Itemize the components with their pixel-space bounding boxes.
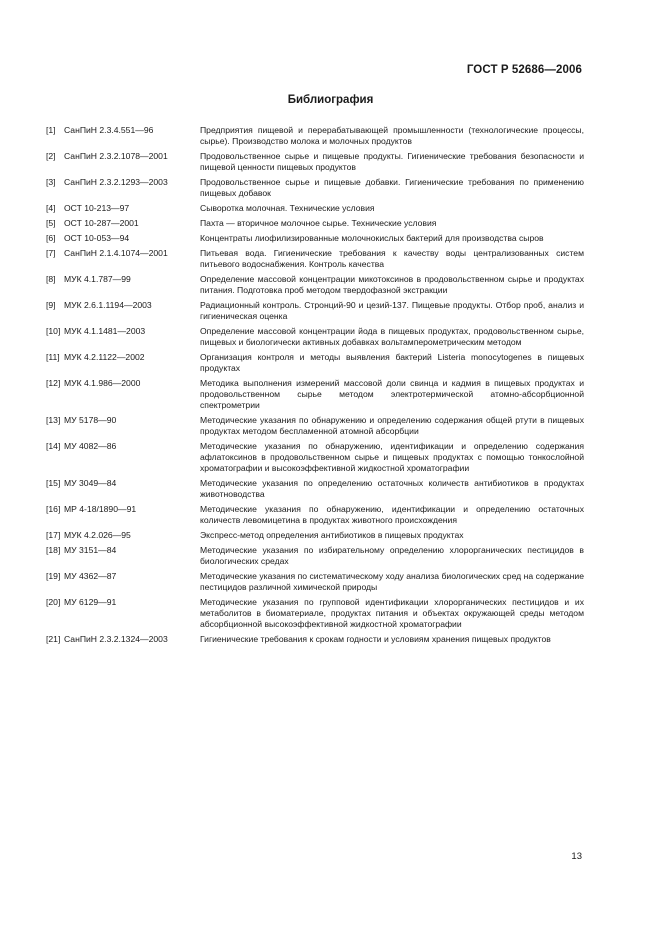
bibliography-document-code: МУК 4.2.1122—2002 [64,352,145,362]
bibliography-document-title: Методические указания по определению остаточных количеств антибиотиков в продуктах животноводства [200,478,584,499]
bibliography-entry-number: [4] [46,203,56,213]
bibliography-document-code: СанПиН 2.3.2.1293—2003 [64,177,168,187]
bibliography-document-code: МУ 4362—87 [64,571,117,581]
bibliography-list [46,125,584,649]
bibliography-document-title: Организация контроля и методы выявления бактерий Listeria monocytogenes в пищевых продуктах [200,352,584,373]
bibliography-reference [46,233,200,244]
bibliography-document-title: Методические указания по систематическому ходу анализа биологических сред на содержание пестицидов различной химической природы [200,571,584,592]
bibliography-entry [46,441,584,474]
bibliography-entry-number: [14] [46,441,61,451]
bibliography-reference [46,125,200,136]
bibliography-document-title: Определение массовой концентрации микотоксинов в продовольственном сырье и продуктах питания. Подготовка проб методом твердофазной экстракции [200,274,584,295]
bibliography-document-code: ОСТ 10-213—97 [64,203,130,213]
bibliography-document-title: Методика выполнения измерений массовой доли свинца и кадмия в пищевых продуктах и продовольственном сырье методом электротермической атомно-абсорбционной спектрометрии [200,378,584,410]
bibliography-entry-number: [12] [46,378,61,388]
bibliography-entry [46,218,584,229]
bibliography-document-code: СанПиН 2.3.2.1324—2003 [64,634,168,644]
bibliography-document-code: МУ 5178—90 [64,415,117,425]
bibliography-entry [46,326,584,348]
bibliography-entry-number: [2] [46,151,56,161]
bibliography-document-title: Методические указания по обнаружению, идентификации и определению остаточных количеств левомицетина в продуктах животного происхождения [200,504,584,525]
bibliography-entry-number: [19] [46,571,61,581]
bibliography-document-title: Определение массовой концентрации йода в пищевых продуктах, продовольственном сырье, пищевых и биологически активных добавках вольтамперометрическим методом [200,326,584,347]
bibliography-document-code: МУ 3151—84 [64,545,117,555]
bibliography-entry [46,597,584,630]
bibliography-entry [46,300,584,322]
bibliography-entry-number: [18] [46,545,61,555]
bibliography-entry [46,151,584,173]
bibliography-entry [46,415,584,437]
bibliography-document-title: Гигиенические требования к срокам годности и условиям хранения пищевых продуктов [200,634,551,644]
bibliography-entry [46,530,584,541]
bibliography-document-code: МУК 4.2.026—95 [64,530,131,540]
bibliography-document-title: Методические указания по обнаружению, идентификации и определению содержания афлатоксинов в продовольственном сырье и пищевых продуктах с помощью тонкослойной хроматографии и высокоэффективной жидкостной хроматографии [200,441,584,473]
bibliography-entry [46,177,584,199]
bibliography-entry [46,248,584,270]
bibliography-document-title: Методические указания по избирательному определению хлорорганических пестицидов в биологических средах [200,545,584,566]
bibliography-document-title: Концентраты лиофилизированные молочнокислых бактерий для производства сыров [200,233,544,243]
bibliography-reference [46,634,200,645]
bibliography-entry-number: [5] [46,218,56,228]
bibliography-entry-number: [7] [46,248,56,258]
bibliography-entry [46,545,584,567]
bibliography-reference [46,352,200,363]
bibliography-document-title: Методические указания по обнаружению и определению содержания общей ртути в пищевых продуктах методом беспламенной атомной абсорбции [200,415,584,436]
bibliography-reference [46,177,200,188]
bibliography-entry [46,571,584,593]
bibliography-entry [46,634,584,645]
bibliography-document-title: Пахта — вторичное молочное сырье. Технические условия [200,218,437,228]
bibliography-document-title: Сыворотка молочная. Технические условия [200,203,375,213]
bibliography-reference [46,300,200,311]
bibliography-reference [46,151,200,162]
bibliography-document-code: СанПиН 2.3.2.1078—2001 [64,151,168,161]
bibliography-reference [46,203,200,214]
bibliography-entry-number: [8] [46,274,56,284]
bibliography-entry [46,504,584,526]
bibliography-entry-number: [11] [46,352,60,362]
bibliography-entry-number: [9] [46,300,56,310]
bibliography-reference [46,597,200,608]
bibliography-document-title: Питьевая вода. Гигиенические требования к качеству воды централизованных систем питьевого водоснабжения. Контроль качества [200,248,584,269]
bibliography-reference [46,378,200,389]
bibliography-entry [46,125,584,147]
bibliography-document-code: СанПиН 2.1.4.1074—2001 [64,248,168,258]
bibliography-document-title: Продовольственное сырье и пищевые продукты. Гигиенические требования безопасности и пищевой ценности пищевых продуктов [200,151,584,172]
bibliography-entry-number: [16] [46,504,61,514]
bibliography-reference [46,478,200,489]
bibliography-entry-number: [15] [46,478,61,488]
section-title: Библиография [287,94,374,106]
document-standard-number: ГОСТ Р 52686—2006 [466,64,582,76]
bibliography-document-title: Предприятия пищевой и перерабатывающей промышленности (технологические процессы, сырье). Производство молока и молочных продуктов [200,125,584,146]
page-number: 13 [571,851,582,862]
bibliography-entry [46,233,584,244]
bibliography-entry-number: [10] [46,326,61,336]
bibliography-entry-number: [13] [46,415,61,425]
bibliography-entry-number: [1] [46,125,56,135]
bibliography-entry [46,352,584,374]
bibliography-reference [46,326,200,337]
bibliography-document-code: ОСТ 10-053—94 [64,233,130,243]
bibliography-reference [46,218,200,229]
bibliography-entry-number: [21] [46,634,61,644]
bibliography-document-title: Экспресс-метод определения антибиотиков в пищевых продуктах [200,530,464,540]
bibliography-document-title: Радиационный контроль. Стронций-90 и цезий-137. Пищевые продукты. Отбор проб, анализ и гигиеническая оценка [200,300,584,321]
bibliography-document-title: Продовольственное сырье и пищевые добавки. Гигиенические требования по применению пищевых добавок [200,177,584,198]
bibliography-entry-number: [20] [46,597,61,607]
bibliography-reference [46,274,200,285]
bibliography-entry [46,478,584,500]
bibliography-reference [46,248,200,259]
bibliography-document-code: СанПиН 2.3.4.551—96 [64,125,154,135]
bibliography-document-code: ОСТ 10-287—2001 [64,218,139,228]
bibliography-document-code: МУ 4082—86 [64,441,117,451]
bibliography-document-code: МУ 6129—91 [64,597,117,607]
bibliography-document-code: МР 4-18/1890—91 [64,504,137,514]
bibliography-entry-number: [3] [46,177,56,187]
bibliography-entry [46,274,584,296]
bibliography-reference [46,545,200,556]
bibliography-reference [46,530,200,541]
bibliography-entry-number: [17] [46,530,61,540]
bibliography-reference [46,504,200,515]
bibliography-document-code: МУК 2.6.1.1194—2003 [64,300,152,310]
bibliography-entry [46,203,584,214]
bibliography-reference [46,571,200,582]
bibliography-document-code: МУК 4.1.787—99 [64,274,131,284]
bibliography-document-code: МУК 4.1.986—2000 [64,378,141,388]
bibliography-reference [46,441,200,452]
bibliography-entry [46,378,584,411]
bibliography-document-code: МУ 3049—84 [64,478,117,488]
bibliography-reference [46,415,200,426]
bibliography-entry-number: [6] [46,233,56,243]
bibliography-document-code: МУК 4.1.1481—2003 [64,326,146,336]
bibliography-document-title: Методические указания по групповой идентификации хлорорганических пестицидов и их метаболитов в биоматериале, продуктах питания и объектах окружающей среды методом абсорбционной высокоэффективной жидкостной хроматографии [200,597,584,629]
